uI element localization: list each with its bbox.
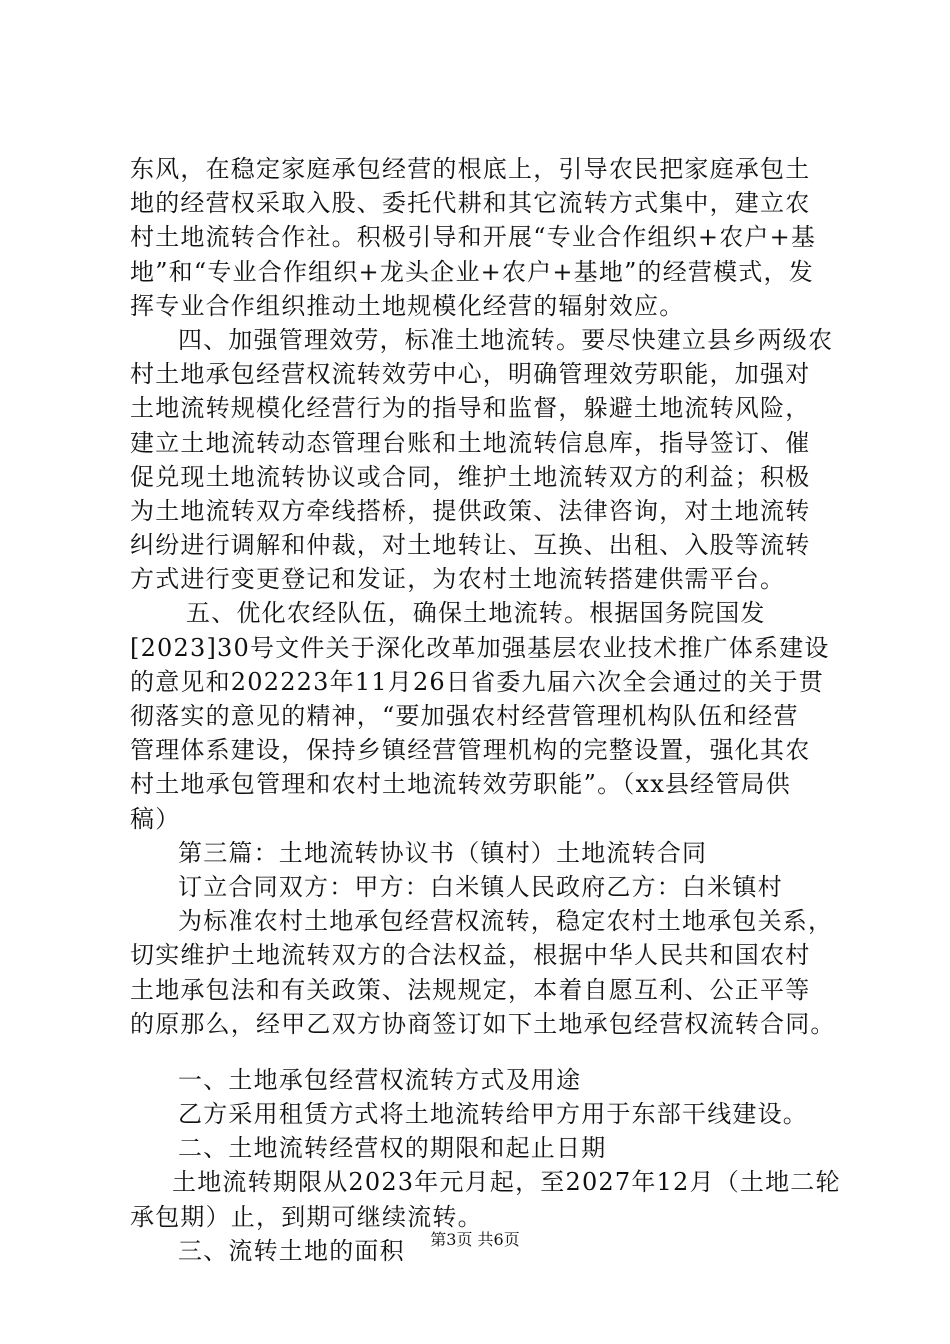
paragraph-cooperative — [130, 152, 830, 323]
paragraph-gap — [130, 1041, 830, 1063]
text-line: 五、优化农经队伍，确保土地流转。根据国务院国发 — [186, 599, 766, 628]
clause-title-area: 三、流转土地的面积 — [178, 1236, 405, 1265]
text-line: 的意见和202223年11月26日省委九届六次全会通过的关于贯 — [130, 667, 824, 696]
text-line: 土地流转规模化经营行为的指导和监督，躲避土地流转风险， — [130, 394, 811, 423]
paragraph-contract-intro — [130, 904, 836, 1041]
text-line: 切实维护土地流转双方的合法权益，根据中华人民共和国农村 — [130, 941, 811, 970]
text-line: 稿） — [130, 804, 181, 833]
paragraph-team-optimization — [130, 596, 830, 835]
clause-title-period: 二、土地流转经营权的期限和起止日期 — [178, 1134, 607, 1163]
section-heading: 第三篇：土地流转协议书（镇村）土地流转合同 — [178, 838, 708, 867]
text-line: 村土地承包经营权流转效劳中心，明确管理效劳职能，加强对 — [130, 360, 811, 389]
page-footer: 第3页 共6页 — [430, 1230, 520, 1249]
text-line: 村土地承包管理和农村土地流转效劳职能”。（xx县经管局供 — [130, 770, 791, 799]
text-line: 土地承包法和有关政策、法规规定，本着自愿互利、公正平等 — [130, 975, 811, 1004]
contract-parties: 订立合同双方：甲方：白米镇人民政府乙方：白米镇村 — [178, 872, 783, 901]
text-line: 促兑现土地流转协议或合同，维护土地流转双方的利益；积极 — [130, 462, 811, 491]
text-line: [2023]30号文件关于深化改革加强基层农业技术推广体系建设 — [130, 633, 830, 662]
clause-title-method: 一、土地承包经营权流转方式及用途 — [178, 1065, 582, 1094]
text-line: 纠纷进行调解和仲裁，对土地转让、互换、出租、入股等流转 — [130, 531, 811, 560]
text-line: 地”和“专业合作组织+龙头企业+农户+基地”的经营模式，发 — [130, 257, 814, 286]
clause-text-period: 土地流转期限从2023年元月起，至2027年12月（土地二轮 — [172, 1168, 841, 1197]
text-line: 管理体系建设，保持乡镇经营管理机构的完整设置，强化其农 — [130, 736, 811, 765]
clause-text-method: 乙方采用租赁方式将土地流转给甲方用于东部干线建设。 — [178, 1100, 808, 1129]
text-line: 的原那么，经甲乙双方协商签订如下土地承包经营权流转合同。 — [130, 1009, 836, 1038]
text-line: 地的经营权采取入股、委托代耕和其它流转方式集中，建立农 — [130, 189, 811, 218]
text-line: 彻落实的意见的精神，“要加强农村经营管理机构队伍和经营 — [130, 702, 799, 730]
text-line: 为土地流转双方牵线搭桥，提供政策、法律咨询，对土地流转 — [130, 496, 811, 525]
paragraph-management-service — [130, 323, 834, 597]
text-line: 村土地流转合作社。积极引导和开展“专业合作组织+农户+基 — [130, 223, 817, 252]
text-line: 东风，在稳定家庭承包经营的根底上，引导农民把家庭承包土 — [130, 155, 811, 183]
text-line: 四、加强管理效劳，标准土地流转。要尽快建立县乡两级农 — [178, 325, 834, 354]
document-page — [130, 152, 841, 1268]
text-line: 方式进行变更登记和发证，为农村土地流转搭建供需平台。 — [130, 565, 786, 594]
text-line: 挥专业合作组织推动土地规模化经营的辐射效应。 — [130, 291, 685, 320]
clause-text-period: 承包期）止，到期可继续流转。 — [130, 1202, 483, 1231]
text-line: 建立土地流转动态管理台账和土地流转信息库，指导签订、催 — [130, 428, 811, 457]
text-line: 为标准农村土地承包经营权流转，稳定农村土地承包关系， — [178, 907, 834, 936]
